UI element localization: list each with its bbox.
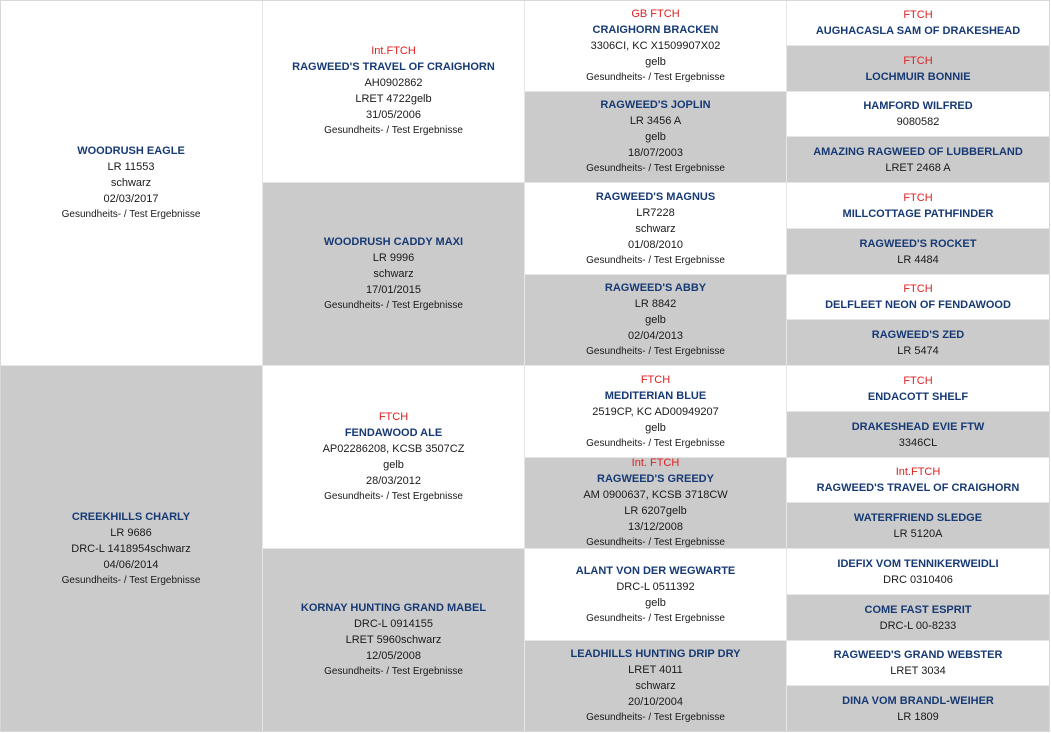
dog-info: schwarz [635, 680, 676, 692]
pedigree-cell-gen2 [263, 366, 525, 549]
dog-name-link[interactable]: LEADHILLS HUNTING DRIP DRY [570, 648, 741, 660]
dog-info: AM 0900637, KCSB 3718CW [583, 489, 728, 501]
dog-info: LR 5120A [893, 527, 943, 540]
pedigree-cell-gen4 [787, 137, 1050, 183]
dog-name-link[interactable]: RAGWEED'S ABBY [604, 282, 707, 294]
pedigree-cell-gen3 [525, 0, 787, 92]
health-results-link[interactable]: Gesundheits- / Test Ergebnisse [586, 537, 725, 548]
dog-name-link[interactable]: WOODRUSH CADDY MAXI [323, 236, 464, 248]
pedigree-cell-gen4 [787, 92, 1050, 137]
dog-name-link[interactable]: AMAZING RAGWEED OF LUBBERLAND [813, 145, 1023, 158]
pedigree-cell-gen4 [787, 320, 1050, 366]
dog-info: schwarz [635, 222, 676, 235]
health-results-link[interactable]: Gesundheits- / Test Ergebnisse [586, 163, 725, 174]
dog-info: LR 6207gelb [624, 505, 687, 517]
dog-info: LR7228 [636, 206, 675, 219]
pedigree-cell-gen4 [787, 549, 1050, 595]
pedigree-cell-gen4 [787, 595, 1050, 641]
health-results-link[interactable]: Gesundheits- / Test Ergebnisse [324, 491, 463, 502]
dog-title: FTCH [378, 411, 409, 423]
dog-info: LRET 4722gelb [355, 93, 432, 105]
dog-name-link[interactable]: CRAIGHORN BRACKEN [592, 23, 719, 36]
pedigree-cell-gen4 [787, 458, 1050, 503]
dog-info: gelb [645, 421, 666, 434]
dog-name-link[interactable]: DELFLEET NEON OF FENDAWOOD [825, 299, 1011, 311]
health-results-link[interactable]: Gesundheits- / Test Ergebnisse [586, 437, 725, 449]
dog-name-link[interactable]: KORNAY HUNTING GRAND MABEL [300, 602, 487, 614]
dog-name-link[interactable]: IDEFIX VOM TENNIKERWEIDLI [837, 557, 999, 570]
dog-info: schwarz [373, 268, 414, 280]
dog-title: FTCH [903, 54, 933, 67]
pedigree-cell-gen4 [787, 366, 1050, 412]
dog-info: 02/03/2017 [103, 192, 159, 205]
dog-info: DRC-L 1418954schwarz [71, 542, 191, 555]
dog-info: 02/04/2013 [627, 330, 684, 342]
health-results-link[interactable]: Gesundheits- / Test Ergebnisse [586, 612, 725, 624]
dog-title: GB FTCH [631, 7, 680, 20]
dog-info: gelb [645, 596, 666, 609]
dog-info: 3346CL [898, 436, 938, 449]
pedigree-cell-gen1 [0, 366, 263, 732]
pedigree-cell-gen3 [525, 92, 787, 183]
pedigree-cell-gen4 [787, 686, 1050, 732]
dog-info: gelb [383, 459, 404, 471]
pedigree-cell-gen4 [787, 183, 1050, 229]
health-results-link[interactable]: Gesundheits- / Test Ergebnisse [586, 346, 725, 357]
dog-title: FTCH [903, 191, 933, 204]
dog-info: 3306CI, KC X1509907X02 [590, 39, 721, 52]
health-results-link[interactable]: Gesundheits- / Test Ergebnisse [324, 666, 463, 677]
pedigree-cell-gen3 [525, 641, 787, 732]
dog-info: 12/05/2008 [365, 650, 422, 662]
dog-info: 18/07/2003 [627, 147, 684, 159]
dog-info: LRET 2468 A [885, 161, 951, 174]
dog-info: LRET 3034 [890, 665, 946, 677]
dog-name-link[interactable]: RAGWEED'S JOPLIN [600, 99, 711, 111]
dog-name-link[interactable]: ENDACOTT SHELF [867, 390, 969, 403]
dog-info: LR 5474 [897, 344, 939, 357]
pedigree-cell-gen4 [787, 503, 1050, 549]
dog-info: LR 4484 [897, 253, 939, 266]
dog-info: 28/03/2012 [365, 475, 422, 487]
dog-info: gelb [645, 55, 666, 68]
health-results-link[interactable]: Gesundheits- / Test Ergebnisse [586, 71, 725, 83]
dog-info: LR 9996 [372, 252, 415, 264]
pedigree-cell-gen4 [787, 46, 1050, 92]
dog-name-link[interactable]: FENDAWOOD ALE [344, 427, 443, 439]
dog-info: 04/06/2014 [103, 558, 159, 571]
dog-title: Int.FTCH [371, 45, 416, 57]
dog-info: LR 8842 [634, 298, 677, 310]
dog-info: AP02286208, KCSB 3507CZ [322, 443, 465, 455]
dog-info: LR 11553 [107, 160, 155, 173]
dog-name-link[interactable]: ALANT VON DER WEGWARTE [575, 564, 736, 577]
pedigree-cell-gen4 [787, 275, 1050, 320]
dog-info: gelb [645, 314, 666, 326]
dog-name-link[interactable]: WATERFRIEND SLEDGE [853, 511, 983, 524]
dog-name-link[interactable]: RAGWEED'S MAGNUS [595, 190, 716, 203]
pedigree-cell-gen4 [787, 229, 1050, 275]
health-results-link[interactable]: Gesundheits- / Test Ergebnisse [324, 300, 463, 311]
dog-name-link[interactable]: RAGWEED'S GREEDY [597, 473, 714, 485]
dog-title: FTCH [903, 283, 933, 295]
dog-info: 20/10/2004 [627, 696, 684, 708]
dog-name-link[interactable]: RAGWEED'S TRAVEL OF CRAIGHORN [816, 482, 1020, 494]
dog-name-link[interactable]: RAGWEED'S ROCKET [859, 237, 977, 250]
dog-title: FTCH [903, 374, 933, 387]
dog-name-link[interactable]: HAMFORD WILFRED [863, 100, 973, 112]
dog-name-link[interactable]: LOCHMUIR BONNIE [865, 70, 971, 83]
dog-info: AH0902862 [364, 77, 423, 89]
pedigree-cell-gen3 [525, 549, 787, 641]
health-results-link[interactable]: Gesundheits- / Test Ergebnisse [61, 208, 201, 220]
dog-info: DRC-L 00-8233 [879, 619, 957, 632]
dog-info: LRET 4011 [628, 664, 683, 676]
dog-title: Int. FTCH [631, 458, 680, 469]
dog-info: schwarz [110, 176, 152, 189]
health-results-link[interactable]: Gesundheits- / Test Ergebnisse [586, 712, 725, 723]
dog-info: LR 1809 [897, 710, 939, 723]
pedigree-cell-gen2 [263, 549, 525, 732]
dog-name-link[interactable]: RAGWEED'S ZED [871, 328, 965, 341]
dog-name-link[interactable]: CREEKHILLS CHARLY [71, 510, 191, 523]
pedigree-cell-gen3 [525, 183, 787, 275]
dog-info: 17/01/2015 [365, 284, 422, 296]
pedigree-cell-gen3 [525, 366, 787, 458]
dog-info: 31/05/2006 [365, 109, 422, 121]
dog-name-link[interactable]: MILLCOTTAGE PATHFINDER [842, 207, 994, 220]
dog-name-link[interactable]: AUGHACASLA SAM OF DRAKESHEAD [815, 24, 1021, 37]
dog-name-link[interactable]: DINA VOM BRANDL-WEIHER [842, 694, 994, 707]
dog-info: DRC 0310406 [883, 573, 953, 586]
dog-info: 01/08/2010 [627, 238, 684, 251]
dog-info: LR 9686 [110, 526, 152, 539]
dog-info: LRET 5960schwarz [345, 634, 442, 646]
dog-info: 9080582 [896, 116, 940, 128]
dog-title: FTCH [903, 8, 933, 21]
dog-name-link[interactable]: COME FAST ESPRIT [864, 603, 972, 616]
dog-info: 2519CP, KC AD00949207 [592, 405, 719, 418]
dog-info: gelb [645, 131, 666, 143]
pedigree-cell-gen4 [787, 641, 1050, 686]
dog-name-link[interactable]: WOODRUSH EAGLE [77, 144, 185, 157]
dog-name-link[interactable]: MEDITERIAN BLUE [604, 389, 707, 402]
pedigree-cell-gen4 [787, 412, 1050, 458]
pedigree-cell-gen2 [263, 0, 525, 183]
pedigree-cell-gen2 [263, 183, 525, 366]
dog-info: LR 3456 A [629, 115, 682, 127]
dog-name-link[interactable]: RAGWEED'S GRAND WEBSTER [833, 649, 1003, 661]
health-results-link[interactable]: Gesundheits- / Test Ergebnisse [324, 125, 463, 136]
pedigree-cell-gen3 [525, 275, 787, 366]
dog-info: DRC-L 0914155 [353, 618, 434, 630]
dog-title: Int.FTCH [895, 466, 941, 478]
health-results-link[interactable]: Gesundheits- / Test Ergebnisse [586, 254, 725, 266]
dog-title: FTCH [640, 373, 671, 386]
dog-info: DRC-L 0511392 [616, 580, 695, 593]
dog-info: 13/12/2008 [627, 521, 684, 533]
dog-name-link[interactable]: DRAKESHEAD EVIE FTW [851, 420, 985, 433]
pedigree-cell-gen1 [0, 0, 263, 366]
dog-name-link[interactable]: RAGWEED'S TRAVEL OF CRAIGHORN [292, 61, 495, 73]
pedigree-cell-gen3 [525, 458, 787, 549]
health-results-link[interactable]: Gesundheits- / Test Ergebnisse [61, 574, 201, 586]
pedigree-cell-gen4 [787, 0, 1050, 46]
